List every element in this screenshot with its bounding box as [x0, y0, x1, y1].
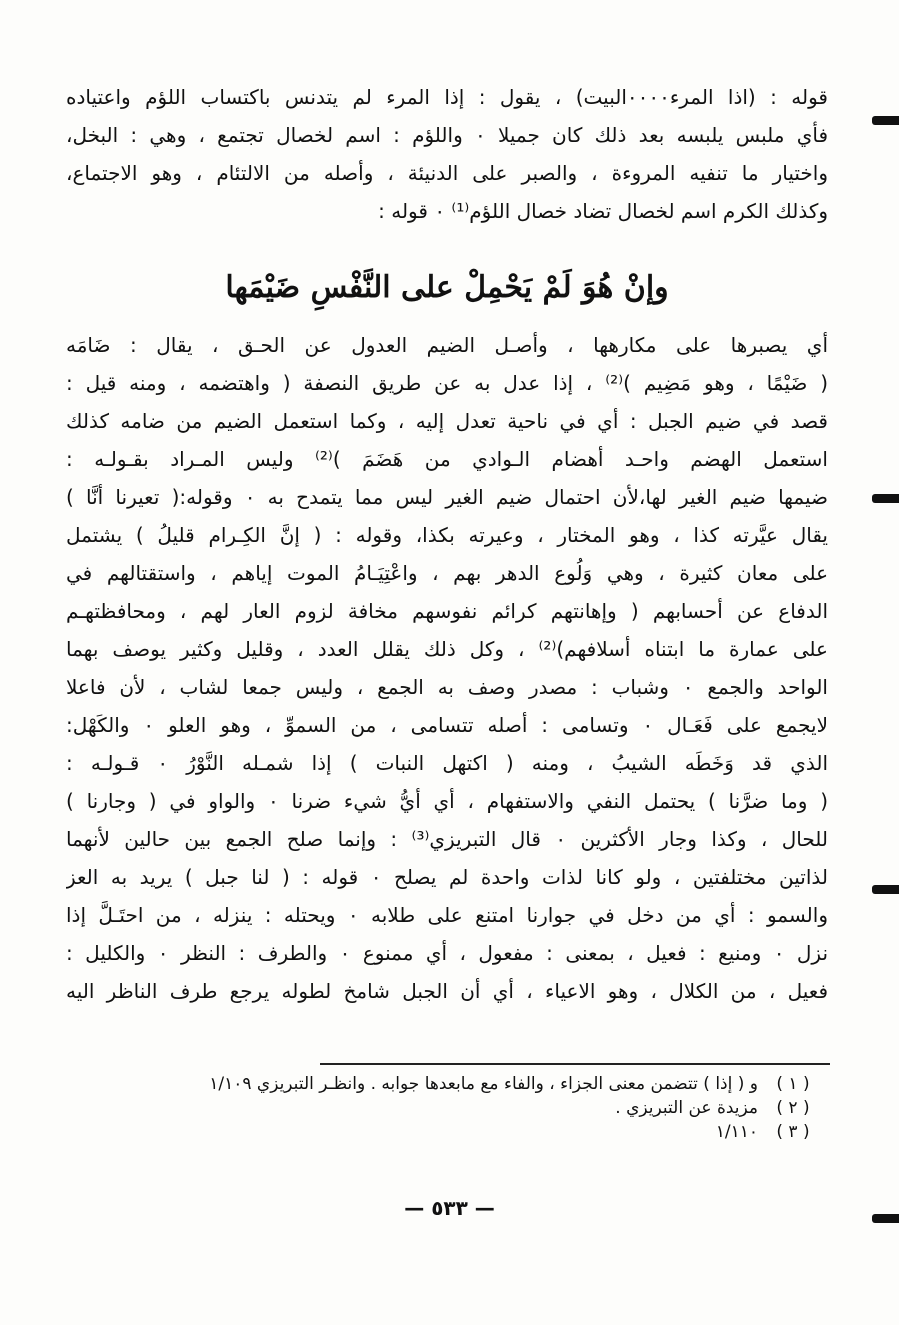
text-line: قصد في ضيم الجبل : أي في ناحية تعدل إليه ، وكما استعمل الضيم من ضامه كذلك: [66, 409, 828, 433]
text-line: نزل ٠ ومنيع : فعيل ، بمعنى : مفعول ، أي ممنوع ٠ والطرف : النظر ٠ والكليل :: [66, 941, 828, 965]
text-line: وكذلك الكرم اسم لخصال تضاد خصال اللؤم⁽¹⁾ ٠ قوله :: [378, 199, 828, 223]
text-line: فعيل ، من الكلال ، وهو الاعياء ، أي أن الجبل شامخ لطوله يرجع طرف الناظر اليه: [66, 979, 828, 1003]
footnote: [66, 1072, 828, 1096]
text-line: للحال ، وكذا وجار الأكثرين ٠ قال التبريزي⁽³⁾ : وإنما صلح الجمع بين حالين لأنهما: [66, 827, 828, 851]
text-line: والسمو : أي من دخل في جوارنا امتنع على طلابه ٠ ويحتله : ينزله ، من احتَـلَّ إذا: [66, 903, 828, 927]
footnote-text: ١/١١٠: [715, 1122, 758, 1142]
footnote-number: ( ٣ ): [776, 1122, 810, 1142]
footnote-text: و ( إذا ) تتضمن معنى الجزاء ، والفاء مع مابعدها جوابه . وانظـر التبريزي ١/١٠٩: [209, 1074, 758, 1094]
text-line: واختيار ما تنفيه المروءة ، والصبر على الدنيئة ، وأصله من الالتئام ، وهو الاجتماع،: [66, 161, 828, 185]
text-line: لايجمع على فَعَـال ٠ وتسامى : أصله تتسامى ، من السموِّ ، وهو العلو ٠ والكَهْل:: [66, 713, 828, 737]
scan-edge-mark: [872, 494, 899, 503]
footnote: [66, 1096, 828, 1120]
verse-line: وإنْ هُوَ لَمْ يَحْمِلْ على النَّفْسِ ضَيْمَها: [225, 270, 669, 305]
text-line: قوله : (اذا المرء٠٠٠٠البيت) ، يقول : إذا المرء لم يتدنس باكتساب اللؤم واعتياده: [66, 85, 828, 109]
scan-edge-mark: [872, 885, 899, 894]
footnotes: [66, 1072, 828, 1144]
text-line: ( وما ضرَّنا ) يحتمل النفي والاستفهام ، أي أيُّ شيء ضرنا ٠ والواو في ( وجارنا ): [66, 789, 828, 813]
text-line: الدفاع عن أحسابهم ( وإهانتهم كرائم نفوسهم مخافة لزوم العار لهم ، ومحافظتهـم: [66, 599, 828, 623]
text-line: ( ضَيْمًا ، وهو مَضِيم )⁽²⁾ ، إذا عدل به عن طريق النصفة ( واهتضمه ، ومنه قيل :: [66, 371, 828, 395]
text-line: على عمارة ما ابتناه أسلافهم)⁽²⁾ ، وكل ذلك يقلل العدد ، وقليل وكثير يوصف بهما: [66, 637, 828, 661]
text-line: أي يصبرها على مكارهها ، وأصـل الضيم العدول عن الحـق ، يقال : ضَامَه: [66, 333, 828, 357]
footnote-number: ( ١ ): [776, 1074, 810, 1094]
text-line: ضيمها ضيم الغير لها،لأن احتمال ضيم الغير ليس مما يتمدح به ٠ وقوله:( تعيرنا أنَّا ): [66, 485, 828, 509]
page-number: — ٥٣٣ —: [404, 1196, 495, 1220]
text-line: على معان كثيرة ، وهي وَلُوع الدهر بهم ، واعْتِيَـامُ الموت إياهم ، واستقتالهم في: [66, 561, 828, 585]
footnote-number: ( ٢ ): [776, 1098, 810, 1118]
footnote-separator: [320, 1063, 830, 1065]
footnote-text: مزيدة عن التبريزي .: [615, 1098, 758, 1118]
text-line: يقال عيَّرته كذا ، وهو المختار ، وعيرته بكذا، وقوله : ( إنَّ الكِـرام قليلُ ) يشتمل: [66, 523, 828, 547]
text-line: الواحد والجمع ٠ وشباب : مصدر وصف به الجمع ، وليس جمعا لشاب ، لأن فاعلا: [66, 675, 828, 699]
footnote: [66, 1120, 828, 1144]
scan-edge-mark: [872, 116, 899, 125]
scan-edge-mark: [872, 1214, 899, 1223]
paragraph-1: [66, 78, 828, 230]
text-line: الذي قد وَخَطَه الشيبُ ، ومنه ( اكتهل النبات ) إذا شمـله النَّوْرُ ٠ قـولـه :: [66, 751, 828, 775]
text-line: استعمل الهضم واحـد أهضام الـوادي من هَضَمَ )⁽²⁾ وليس المـراد بقـولـه :: [66, 447, 828, 471]
text-line: فأي ملبس يلبسه بعد ذلك كان جميلا ٠ واللؤم : اسم لخصال تجتمع ، وهي : البخل،: [66, 123, 828, 147]
text-line: لذاتين مختلفتين ، ولو كانا لذات واحدة لم يصلح ٠ قوله : ( لنا جبل ) يريد به العز: [66, 865, 828, 889]
paragraph-2: [66, 326, 828, 1010]
